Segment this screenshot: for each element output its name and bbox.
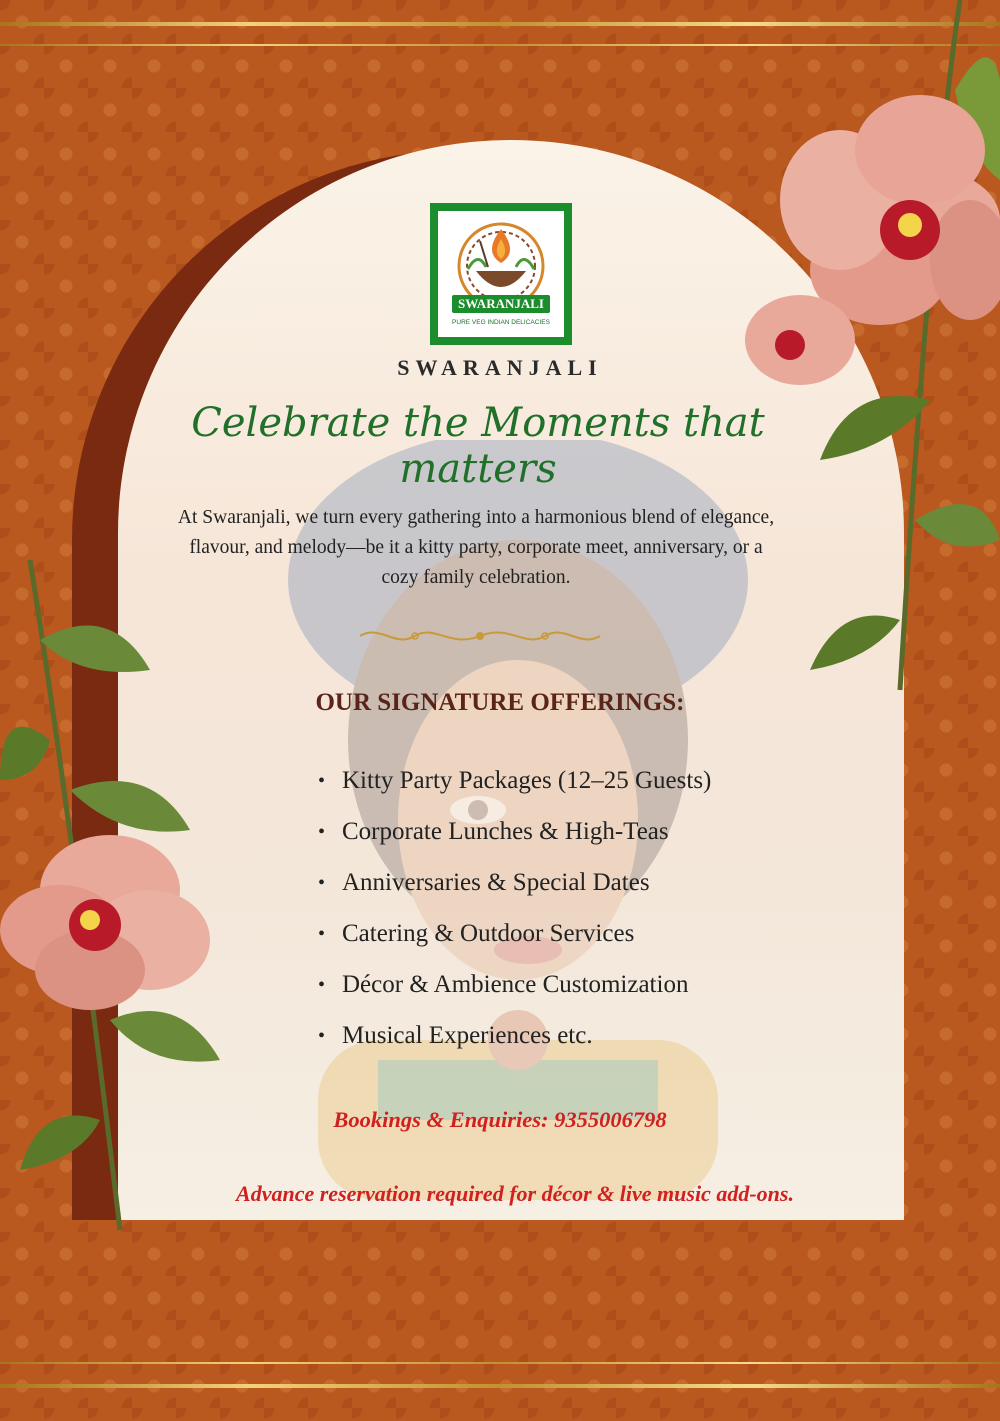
ornamental-divider-icon	[355, 624, 605, 648]
offerings-list	[318, 764, 711, 1070]
logo-pot-flame-icon	[438, 211, 564, 337]
tagline: Celebrate the Moments that matters	[191, 400, 765, 492]
list-item: • Corporate Lunches & High-Teas	[318, 815, 711, 866]
logo-subtext: PURE VEG INDIAN DELICACIES	[452, 319, 550, 326]
list-item: • Catering & Outdoor Services	[318, 917, 711, 968]
intro-paragraph: At Swaranjali, we turn every gathering into a harmonious blend of elegance, flavour, and melody—be it a kitty party, corporate meet, anniversary, or a cozy family celebration.	[177, 507, 775, 588]
logo	[430, 203, 572, 345]
bookings-contact: Bookings & Enquiries: 9355006798	[333, 1107, 667, 1132]
hibiscus-flower-icon	[0, 560, 260, 1240]
gold-border-bottom-thin	[0, 1362, 1000, 1364]
logo-text: SWARANJALI	[458, 296, 544, 311]
list-item: • Kitty Party Packages (12–25 Guests)	[318, 764, 711, 815]
offerings-heading: OUR SIGNATURE OFFERINGS:	[315, 689, 685, 716]
brand-name: SWARANJALI	[397, 355, 603, 380]
list-item: • Décor & Ambience Customization	[318, 968, 711, 1019]
list-item: • Musical Experiences etc.	[318, 1019, 711, 1070]
advance-note: Advance reservation required for décor & live music add-ons.	[236, 1181, 794, 1206]
list-item: • Anniversaries & Special Dates	[318, 866, 711, 917]
hibiscus-flower-icon	[690, 0, 1000, 700]
gold-border-bottom	[0, 1384, 1000, 1388]
